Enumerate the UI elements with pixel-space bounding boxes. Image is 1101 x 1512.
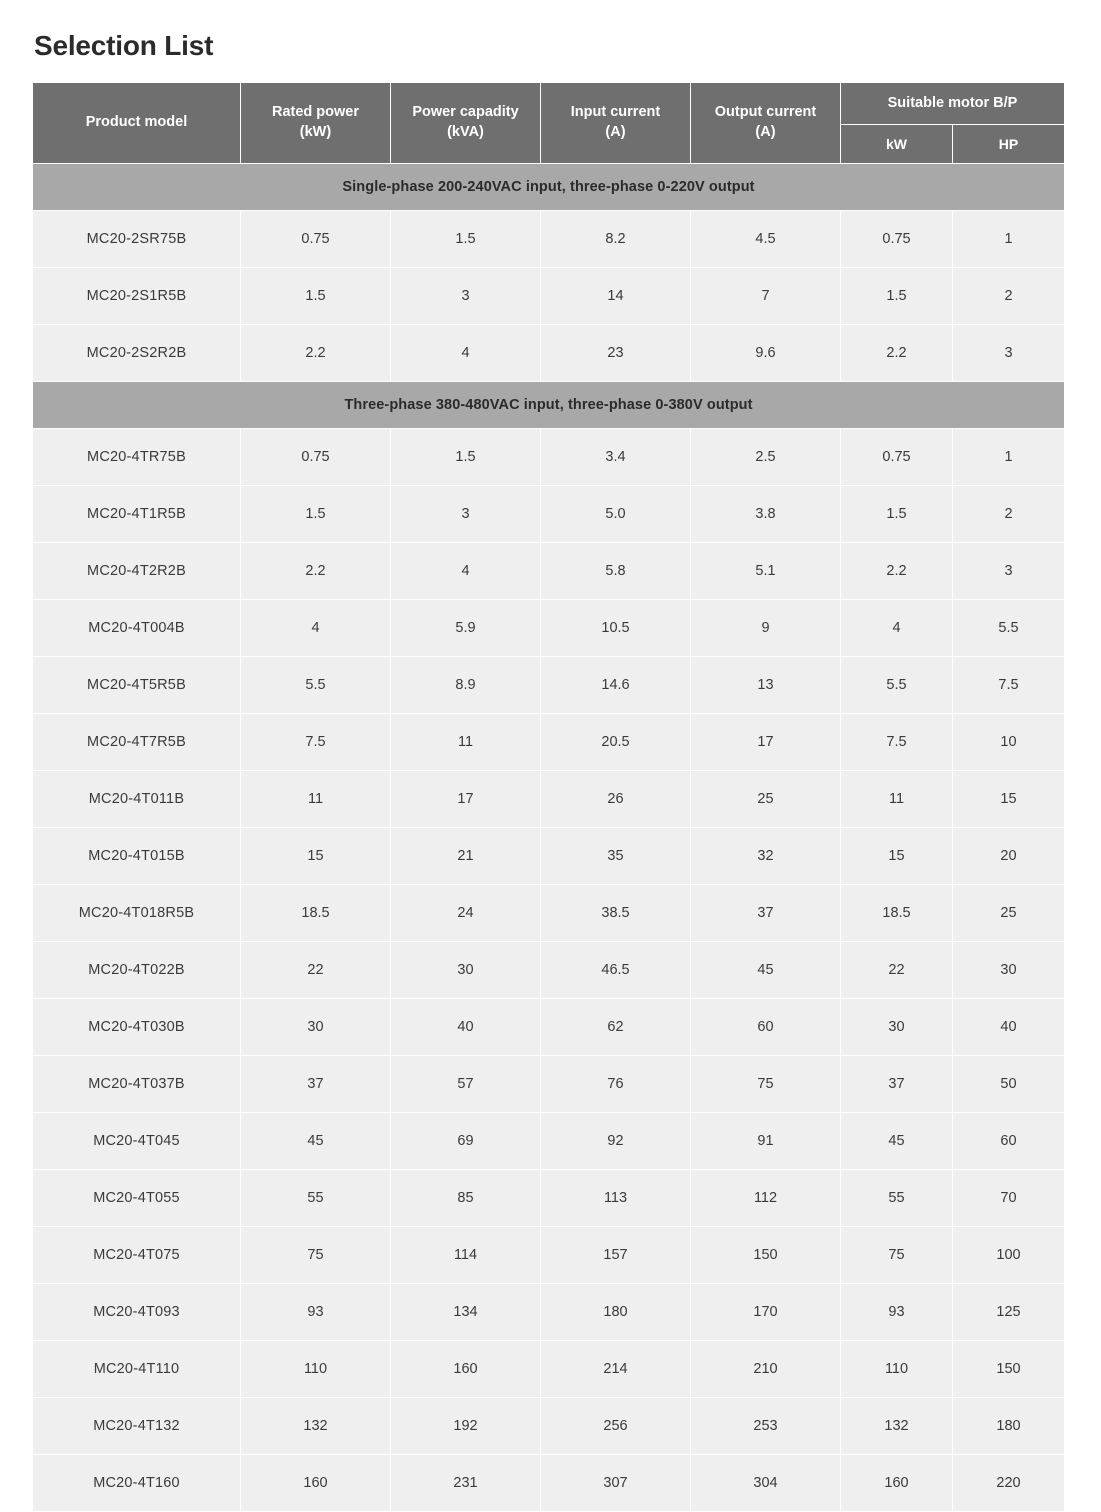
cell-rated-power: 30 bbox=[241, 999, 391, 1056]
table-row bbox=[33, 828, 1065, 885]
cell-input-current: 38.5 bbox=[541, 885, 691, 942]
cell-product-model: MC20-2S1R5B bbox=[33, 268, 241, 325]
cell-motor-kw: 75 bbox=[841, 1227, 953, 1284]
cell-motor-hp: 1 bbox=[953, 211, 1065, 268]
cell-output-current: 37 bbox=[691, 885, 841, 942]
cell-input-current: 157 bbox=[541, 1227, 691, 1284]
cell-product-model: MC20-4T022B bbox=[33, 942, 241, 999]
column-header-motor-kw: kW bbox=[841, 125, 953, 164]
cell-motor-hp: 25 bbox=[953, 885, 1065, 942]
table-row bbox=[33, 486, 1065, 543]
cell-motor-kw: 55 bbox=[841, 1170, 953, 1227]
table-row bbox=[33, 885, 1065, 942]
cell-power-capacity: 1.5 bbox=[391, 211, 541, 268]
cell-input-current: 46.5 bbox=[541, 942, 691, 999]
cell-rated-power: 18.5 bbox=[241, 885, 391, 942]
cell-product-model: MC20-4T030B bbox=[33, 999, 241, 1056]
cell-motor-hp: 125 bbox=[953, 1284, 1065, 1341]
cell-input-current: 92 bbox=[541, 1113, 691, 1170]
table-row bbox=[33, 942, 1065, 999]
cell-rated-power: 37 bbox=[241, 1056, 391, 1113]
cell-power-capacity: 134 bbox=[391, 1284, 541, 1341]
cell-rated-power: 2.2 bbox=[241, 325, 391, 382]
cell-output-current: 13 bbox=[691, 657, 841, 714]
cell-motor-kw: 132 bbox=[841, 1398, 953, 1455]
cell-motor-hp: 180 bbox=[953, 1398, 1065, 1455]
cell-output-current: 9.6 bbox=[691, 325, 841, 382]
cell-rated-power: 5.5 bbox=[241, 657, 391, 714]
cell-motor-hp: 70 bbox=[953, 1170, 1065, 1227]
table-row bbox=[33, 600, 1065, 657]
column-header-product-model: Product model bbox=[33, 83, 241, 164]
cell-power-capacity: 24 bbox=[391, 885, 541, 942]
cell-output-current: 210 bbox=[691, 1341, 841, 1398]
cell-power-capacity: 114 bbox=[391, 1227, 541, 1284]
cell-motor-hp: 100 bbox=[953, 1227, 1065, 1284]
column-header-rated-power bbox=[241, 83, 391, 164]
cell-power-capacity: 4 bbox=[391, 543, 541, 600]
column-header-power-capacity-line1: Power capadity bbox=[412, 104, 519, 121]
cell-rated-power: 11 bbox=[241, 771, 391, 828]
table-header-row-1 bbox=[33, 83, 1065, 125]
cell-product-model: MC20-4T037B bbox=[33, 1056, 241, 1113]
cell-motor-kw: 22 bbox=[841, 942, 953, 999]
table-section-banner bbox=[33, 382, 1065, 429]
cell-output-current: 9 bbox=[691, 600, 841, 657]
cell-motor-kw: 5.5 bbox=[841, 657, 953, 714]
cell-product-model: MC20-4T160 bbox=[33, 1455, 241, 1512]
cell-input-current: 5.0 bbox=[541, 486, 691, 543]
cell-output-current: 5.1 bbox=[691, 543, 841, 600]
cell-power-capacity: 85 bbox=[391, 1170, 541, 1227]
cell-input-current: 14 bbox=[541, 268, 691, 325]
cell-product-model: MC20-4T110 bbox=[33, 1341, 241, 1398]
cell-input-current: 23 bbox=[541, 325, 691, 382]
cell-product-model: MC20-2SR75B bbox=[33, 211, 241, 268]
cell-output-current: 170 bbox=[691, 1284, 841, 1341]
table-row bbox=[33, 268, 1065, 325]
cell-output-current: 2.5 bbox=[691, 429, 841, 486]
table-row bbox=[33, 1341, 1065, 1398]
cell-motor-hp: 1 bbox=[953, 429, 1065, 486]
cell-power-capacity: 30 bbox=[391, 942, 541, 999]
cell-power-capacity: 11 bbox=[391, 714, 541, 771]
cell-product-model: MC20-4T5R5B bbox=[33, 657, 241, 714]
cell-input-current: 113 bbox=[541, 1170, 691, 1227]
cell-motor-kw: 7.5 bbox=[841, 714, 953, 771]
cell-motor-kw: 0.75 bbox=[841, 429, 953, 486]
cell-input-current: 180 bbox=[541, 1284, 691, 1341]
cell-rated-power: 110 bbox=[241, 1341, 391, 1398]
table-row bbox=[33, 211, 1065, 268]
cell-power-capacity: 21 bbox=[391, 828, 541, 885]
table-row bbox=[33, 325, 1065, 382]
cell-input-current: 76 bbox=[541, 1056, 691, 1113]
cell-product-model: MC20-4T015B bbox=[33, 828, 241, 885]
cell-motor-hp: 5.5 bbox=[953, 600, 1065, 657]
cell-rated-power: 0.75 bbox=[241, 429, 391, 486]
table-row bbox=[33, 1398, 1065, 1455]
cell-motor-hp: 15 bbox=[953, 771, 1065, 828]
cell-product-model: MC20-4T018R5B bbox=[33, 885, 241, 942]
cell-motor-hp: 10 bbox=[953, 714, 1065, 771]
cell-motor-hp: 220 bbox=[953, 1455, 1065, 1512]
cell-motor-kw: 1.5 bbox=[841, 268, 953, 325]
cell-power-capacity: 8.9 bbox=[391, 657, 541, 714]
cell-rated-power: 93 bbox=[241, 1284, 391, 1341]
cell-power-capacity: 192 bbox=[391, 1398, 541, 1455]
table-row bbox=[33, 1056, 1065, 1113]
cell-power-capacity: 160 bbox=[391, 1341, 541, 1398]
cell-output-current: 4.5 bbox=[691, 211, 841, 268]
cell-product-model: MC20-2S2R2B bbox=[33, 325, 241, 382]
table-row bbox=[33, 714, 1065, 771]
cell-input-current: 307 bbox=[541, 1455, 691, 1512]
cell-motor-kw: 11 bbox=[841, 771, 953, 828]
cell-rated-power: 1.5 bbox=[241, 268, 391, 325]
cell-motor-kw: 18.5 bbox=[841, 885, 953, 942]
cell-power-capacity: 57 bbox=[391, 1056, 541, 1113]
column-header-input-current-line2: (A) bbox=[605, 124, 626, 140]
cell-rated-power: 1.5 bbox=[241, 486, 391, 543]
cell-motor-kw: 15 bbox=[841, 828, 953, 885]
cell-rated-power: 15 bbox=[241, 828, 391, 885]
cell-motor-hp: 7.5 bbox=[953, 657, 1065, 714]
page-title: Selection List bbox=[34, 30, 214, 61]
cell-rated-power: 22 bbox=[241, 942, 391, 999]
cell-motor-kw: 110 bbox=[841, 1341, 953, 1398]
cell-output-current: 7 bbox=[691, 268, 841, 325]
table-row bbox=[33, 1455, 1065, 1512]
cell-power-capacity: 17 bbox=[391, 771, 541, 828]
cell-power-capacity: 4 bbox=[391, 325, 541, 382]
cell-motor-kw: 4 bbox=[841, 600, 953, 657]
cell-power-capacity: 3 bbox=[391, 486, 541, 543]
table-row bbox=[33, 771, 1065, 828]
cell-output-current: 112 bbox=[691, 1170, 841, 1227]
cell-motor-hp: 30 bbox=[953, 942, 1065, 999]
cell-output-current: 45 bbox=[691, 942, 841, 999]
cell-power-capacity: 5.9 bbox=[391, 600, 541, 657]
cell-motor-kw: 45 bbox=[841, 1113, 953, 1170]
table-section-banner-label: Three-phase 380-480VAC input, three-phase 0-380V output bbox=[33, 382, 1065, 429]
cell-motor-hp: 40 bbox=[953, 999, 1065, 1056]
table-row bbox=[33, 999, 1065, 1056]
cell-motor-hp: 150 bbox=[953, 1341, 1065, 1398]
cell-input-current: 256 bbox=[541, 1398, 691, 1455]
cell-output-current: 150 bbox=[691, 1227, 841, 1284]
table-row bbox=[33, 1170, 1065, 1227]
cell-power-capacity: 40 bbox=[391, 999, 541, 1056]
cell-product-model: MC20-4T004B bbox=[33, 600, 241, 657]
cell-input-current: 14.6 bbox=[541, 657, 691, 714]
cell-motor-hp: 2 bbox=[953, 268, 1065, 325]
cell-input-current: 20.5 bbox=[541, 714, 691, 771]
cell-product-model: MC20-4T093 bbox=[33, 1284, 241, 1341]
table-row bbox=[33, 429, 1065, 486]
cell-product-model: MC20-4TR75B bbox=[33, 429, 241, 486]
cell-output-current: 32 bbox=[691, 828, 841, 885]
column-header-motor-hp: HP bbox=[953, 125, 1065, 164]
table-header bbox=[33, 83, 1065, 164]
cell-motor-hp: 50 bbox=[953, 1056, 1065, 1113]
cell-motor-hp: 3 bbox=[953, 543, 1065, 600]
cell-input-current: 62 bbox=[541, 999, 691, 1056]
cell-rated-power: 132 bbox=[241, 1398, 391, 1455]
cell-product-model: MC20-4T7R5B bbox=[33, 714, 241, 771]
selection-table bbox=[32, 82, 1065, 1512]
table-row bbox=[33, 1227, 1065, 1284]
column-header-output-current bbox=[691, 83, 841, 164]
cell-input-current: 8.2 bbox=[541, 211, 691, 268]
cell-input-current: 10.5 bbox=[541, 600, 691, 657]
table-row bbox=[33, 1113, 1065, 1170]
cell-power-capacity: 231 bbox=[391, 1455, 541, 1512]
cell-rated-power: 0.75 bbox=[241, 211, 391, 268]
cell-power-capacity: 69 bbox=[391, 1113, 541, 1170]
cell-output-current: 304 bbox=[691, 1455, 841, 1512]
cell-rated-power: 4 bbox=[241, 600, 391, 657]
cell-motor-hp: 2 bbox=[953, 486, 1065, 543]
cell-product-model: MC20-4T055 bbox=[33, 1170, 241, 1227]
cell-rated-power: 75 bbox=[241, 1227, 391, 1284]
cell-motor-hp: 20 bbox=[953, 828, 1065, 885]
cell-product-model: MC20-4T1R5B bbox=[33, 486, 241, 543]
cell-input-current: 26 bbox=[541, 771, 691, 828]
column-header-power-capacity-line2: (kVA) bbox=[447, 124, 484, 140]
cell-motor-kw: 1.5 bbox=[841, 486, 953, 543]
cell-power-capacity: 1.5 bbox=[391, 429, 541, 486]
cell-motor-hp: 60 bbox=[953, 1113, 1065, 1170]
table-section-banner-label: Single-phase 200-240VAC input, three-phase 0-220V output bbox=[33, 164, 1065, 211]
cell-output-current: 75 bbox=[691, 1056, 841, 1113]
cell-rated-power: 160 bbox=[241, 1455, 391, 1512]
cell-motor-kw: 2.2 bbox=[841, 543, 953, 600]
column-header-input-current-line1: Input current bbox=[570, 104, 661, 121]
cell-product-model: MC20-4T075 bbox=[33, 1227, 241, 1284]
cell-rated-power: 45 bbox=[241, 1113, 391, 1170]
column-header-output-current-line1: Output current bbox=[714, 104, 817, 121]
cell-product-model: MC20-4T011B bbox=[33, 771, 241, 828]
column-header-rated-power-line2: (kW) bbox=[299, 124, 332, 140]
table-row bbox=[33, 543, 1065, 600]
cell-output-current: 25 bbox=[691, 771, 841, 828]
cell-rated-power: 55 bbox=[241, 1170, 391, 1227]
cell-motor-kw: 160 bbox=[841, 1455, 953, 1512]
table-body bbox=[33, 164, 1065, 1512]
cell-product-model: MC20-4T045 bbox=[33, 1113, 241, 1170]
cell-input-current: 3.4 bbox=[541, 429, 691, 486]
cell-motor-kw: 37 bbox=[841, 1056, 953, 1113]
cell-output-current: 60 bbox=[691, 999, 841, 1056]
column-header-rated-power-line1: Rated power bbox=[271, 104, 359, 121]
cell-rated-power: 7.5 bbox=[241, 714, 391, 771]
cell-output-current: 91 bbox=[691, 1113, 841, 1170]
cell-output-current: 3.8 bbox=[691, 486, 841, 543]
cell-product-model: MC20-4T132 bbox=[33, 1398, 241, 1455]
cell-motor-kw: 30 bbox=[841, 999, 953, 1056]
cell-motor-kw: 2.2 bbox=[841, 325, 953, 382]
cell-input-current: 35 bbox=[541, 828, 691, 885]
column-header-output-current-line2: (A) bbox=[755, 124, 776, 140]
cell-product-model: MC20-4T2R2B bbox=[33, 543, 241, 600]
cell-input-current: 214 bbox=[541, 1341, 691, 1398]
cell-power-capacity: 3 bbox=[391, 268, 541, 325]
table-section-banner bbox=[33, 164, 1065, 211]
table-row bbox=[33, 1284, 1065, 1341]
cell-input-current: 5.8 bbox=[541, 543, 691, 600]
cell-motor-kw: 93 bbox=[841, 1284, 953, 1341]
column-header-suitable-motor: Suitable motor B/P bbox=[841, 83, 1065, 125]
column-header-power-capacity bbox=[391, 83, 541, 164]
cell-output-current: 17 bbox=[691, 714, 841, 771]
cell-rated-power: 2.2 bbox=[241, 543, 391, 600]
column-header-input-current bbox=[541, 83, 691, 164]
cell-motor-kw: 0.75 bbox=[841, 211, 953, 268]
cell-output-current: 253 bbox=[691, 1398, 841, 1455]
cell-motor-hp: 3 bbox=[953, 325, 1065, 382]
table-row bbox=[33, 657, 1065, 714]
